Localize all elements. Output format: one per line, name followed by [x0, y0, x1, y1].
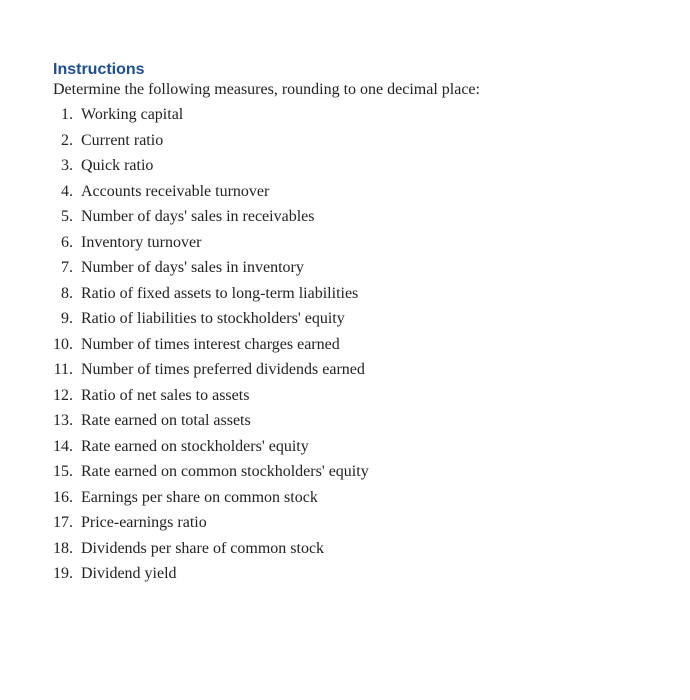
measure-label: Number of days' sales in receivables [81, 208, 315, 225]
measure-number: 5. [61, 208, 73, 225]
measure-label: Dividends per share of common stock [81, 539, 325, 557]
measure-label: Price-earnings ratio [81, 514, 207, 531]
measure-number: 11. [53, 361, 73, 378]
measure-label: Rate earned on stockholders' equity [81, 437, 309, 455]
measure-label: Number of days' sales in inventory [81, 259, 304, 276]
measure-number: 19. [53, 565, 73, 582]
measure-label: Inventory turnover [81, 233, 202, 251]
measure-number: 12. [53, 386, 73, 404]
measure-label: Current ratio [81, 131, 164, 149]
measure-label: Rate earned on common stockholders' equity [81, 463, 369, 480]
measure-label: Ratio of net sales to assets [81, 386, 250, 404]
measure-number: 13. [53, 412, 73, 429]
measure-label: Number of times preferred dividends earned [81, 361, 365, 378]
measure-number: 10. [53, 335, 73, 353]
measure-label: Number of times interest charges earned [81, 335, 340, 353]
measure-number: 2. [61, 131, 73, 149]
measure-number: 3. [61, 157, 73, 174]
measure-number: 18. [53, 539, 73, 557]
measure-number: 7. [61, 259, 73, 276]
measure-label: Quick ratio [81, 157, 154, 174]
measure-number: 16. [53, 488, 73, 506]
measure-label: Rate earned on total assets [81, 412, 251, 429]
measure-number: 14. [53, 437, 73, 455]
measure-label: Ratio of fixed assets to long-term liabilities [81, 284, 359, 302]
measure-number: 9. [61, 310, 73, 327]
measure-label: Dividend yield [81, 565, 177, 582]
measure-label: Working capital [81, 106, 184, 123]
measure-label: Ratio of liabilities to stockholders' equity [81, 310, 345, 327]
measure-label: Accounts receivable turnover [81, 182, 270, 200]
measure-number: 1. [61, 106, 73, 123]
measure-number: 17. [53, 514, 73, 531]
measure-number: 15. [53, 463, 73, 480]
instructions-intro: Determine the following measures, rounding to one decimal place: [53, 81, 480, 98]
measure-number: 4. [61, 182, 73, 200]
measure-label: Earnings per share on common stock [81, 488, 318, 506]
instructions-heading: Instructions [53, 61, 145, 78]
measure-number: 6. [61, 233, 73, 251]
measure-number: 8. [61, 284, 73, 302]
